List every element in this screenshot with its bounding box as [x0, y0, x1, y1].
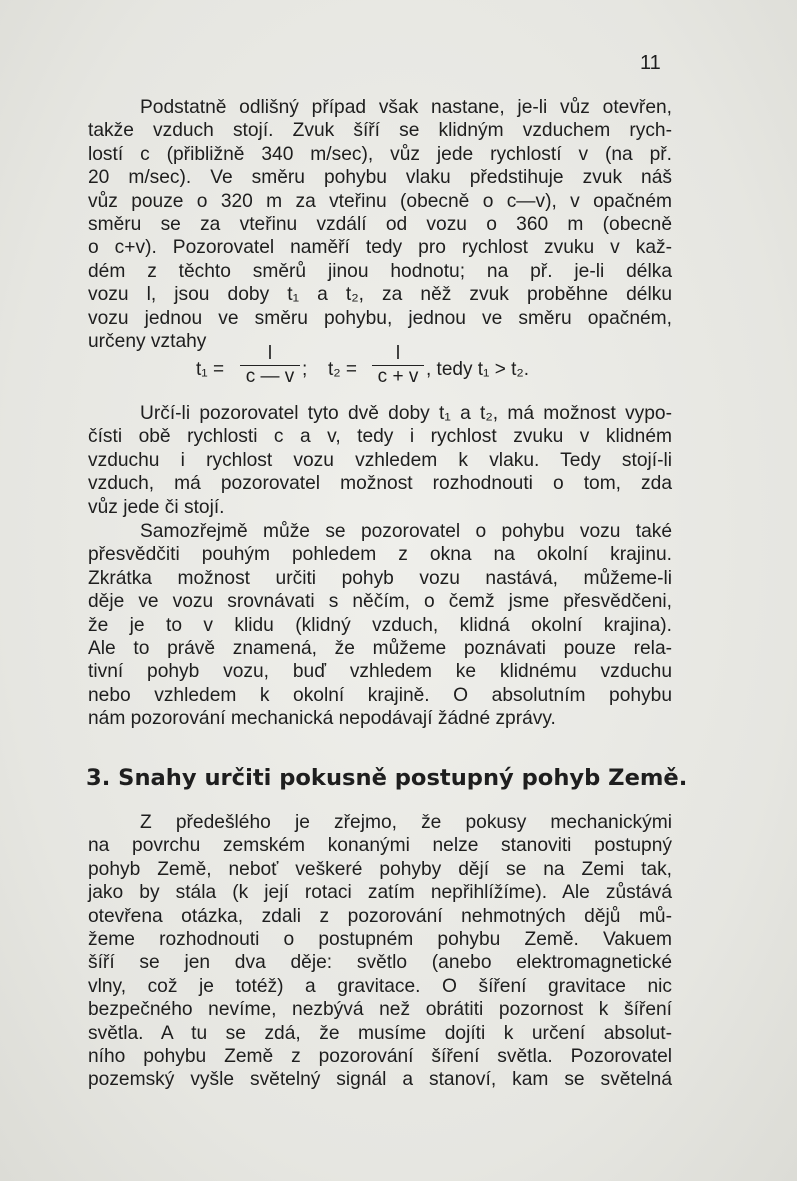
text-line: čísti obě rychlosti c a v, tedy i rychlost zvuku v klidném	[88, 426, 672, 448]
text-line: pozemský vyšle světelný signál a stanoví, kam se světelná	[88, 1069, 672, 1091]
text-line: nebo vzhledem k okolní krajině. O absolutním pohybu	[88, 684, 672, 706]
formula-t2: t₂ =	[328, 359, 358, 380]
text-line: o c+v). Pozorovatel naměří tedy pro rychlost zvuku v kaž-	[88, 237, 672, 259]
formula-tail: , tedy t₁ > t₂.	[426, 359, 530, 380]
text-line: ního pohybu Země z pozorování šíření světla. Pozorovatel	[88, 1046, 672, 1068]
paragraph-2	[88, 402, 672, 519]
text-line: vůz pouze o 320 m za vteřinu (obecně o c—v), v opačném	[88, 190, 672, 212]
text-line: děje ve vozu srovnávati s něčím, o čemž jsme přesvědčeni,	[88, 591, 672, 613]
text-line: Z předešlého je zřejmo, že pokusy mechanickými	[140, 812, 672, 833]
text-line: vzduchu i rychlost vozu vzhledem k vlaku. Tedy stojí-li	[88, 449, 672, 471]
fraction-1	[240, 343, 300, 388]
text-line: na povrchu zemském konanými nelze stanoviti postupný	[88, 835, 672, 857]
text-line: žeme rozhodnouti o postupném pohybu Země. Vakuem	[88, 929, 672, 951]
formula-t1: t₁ =	[196, 359, 225, 380]
fraction-2	[372, 343, 424, 388]
formula	[196, 345, 596, 395]
paragraph-3	[88, 520, 672, 731]
text-line: Ale to právě znamená, že můžeme poznávati pouze rela-	[88, 638, 672, 660]
section-heading: 3. Snahy určiti pokusně postupný pohyb Země.	[86, 765, 688, 791]
text-line: tivní pohyb vozu, buď vzhledem ke klidnému vzduchu	[88, 661, 672, 683]
text-line: vzduch, má pozorovatel možnost rozhodnouti o tom, zda	[88, 473, 672, 495]
text-line: 20 m/sec). Ve směru pohybu vlaku předstihuje zvuk náš	[88, 167, 672, 189]
text-line: jako by stála (k její rotaci zatím nepřihlížíme). Ale zůstává	[88, 882, 672, 904]
text-line: že je to v klidu (klidný vzduch, klidná okolní krajina).	[88, 614, 672, 636]
text-line: nám pozorování mechanická nepodávají žádné zprávy.	[88, 708, 556, 730]
text-line: bezpečného nevíme, nezbývá než obrátiti pozornost k šíření	[88, 999, 672, 1021]
text-line: šíří se jen dva děje: světlo (anebo elektromagnetické	[88, 952, 672, 974]
text-line: Zkrátka možnost určiti pohyb vozu nastává, můžeme-li	[88, 567, 672, 589]
text-line: Samozřejmě může se pozorovatel o pohybu vozu také	[140, 521, 672, 542]
fraction-1-numerator: l	[240, 343, 300, 366]
text-line: Určí-li pozorovatel tyto dvě doby t₁ a t₂, má možnost vypo-	[140, 403, 672, 424]
text-line: přesvědčiti pouhým pohledem z okna na okolní krajinu.	[88, 544, 672, 566]
text-line: vozu jednou ve směru pohybu, jednou ve směru opačném,	[88, 307, 672, 329]
text-line: vůz jede či stojí.	[88, 496, 225, 518]
text-line: vlny, což je totéž) a gravitace. O šíření gravitace nic	[88, 975, 672, 997]
text-line: lostí c (přibližně 340 m/sec), vůz jede rychlostí v (na př.	[88, 143, 672, 165]
text-line: takže vzduch stojí. Zvuk šíří se klidným vzduchem rych-	[88, 120, 672, 142]
text-line: vozu l, jsou doby t₁ a t₂, za něž zvuk proběhne délku	[88, 284, 672, 306]
text-line: směru se za vteřinu vzdálí od vozu o 360 m (obecně	[88, 214, 672, 236]
text-line: pohyb Země, neboť veškeré pohyby dějí se na Zemi tak,	[88, 858, 672, 880]
text-line: otevřena otázka, zdali z pozorování nehmotných dějů mů-	[88, 905, 672, 927]
page-number: 11	[640, 52, 661, 74]
formula-separator: ;	[302, 359, 308, 380]
text-line: dém z těchto směrů jinou hodnotu; na př. je-li délka	[88, 260, 672, 282]
text-line: světla. A tu se zdá, že musíme dojíti k určení absolut-	[88, 1022, 672, 1044]
paragraph-1	[88, 96, 672, 353]
paragraph-4	[88, 811, 672, 1092]
fraction-2-denominator: c + v	[377, 366, 419, 387]
text-line: Podstatně odlišný případ však nastane, je-li vůz otevřen,	[140, 97, 672, 118]
fraction-2-numerator: l	[372, 343, 424, 366]
text-line: určeny vztahy	[88, 331, 207, 353]
fraction-1-denominator: c — v	[245, 366, 295, 387]
